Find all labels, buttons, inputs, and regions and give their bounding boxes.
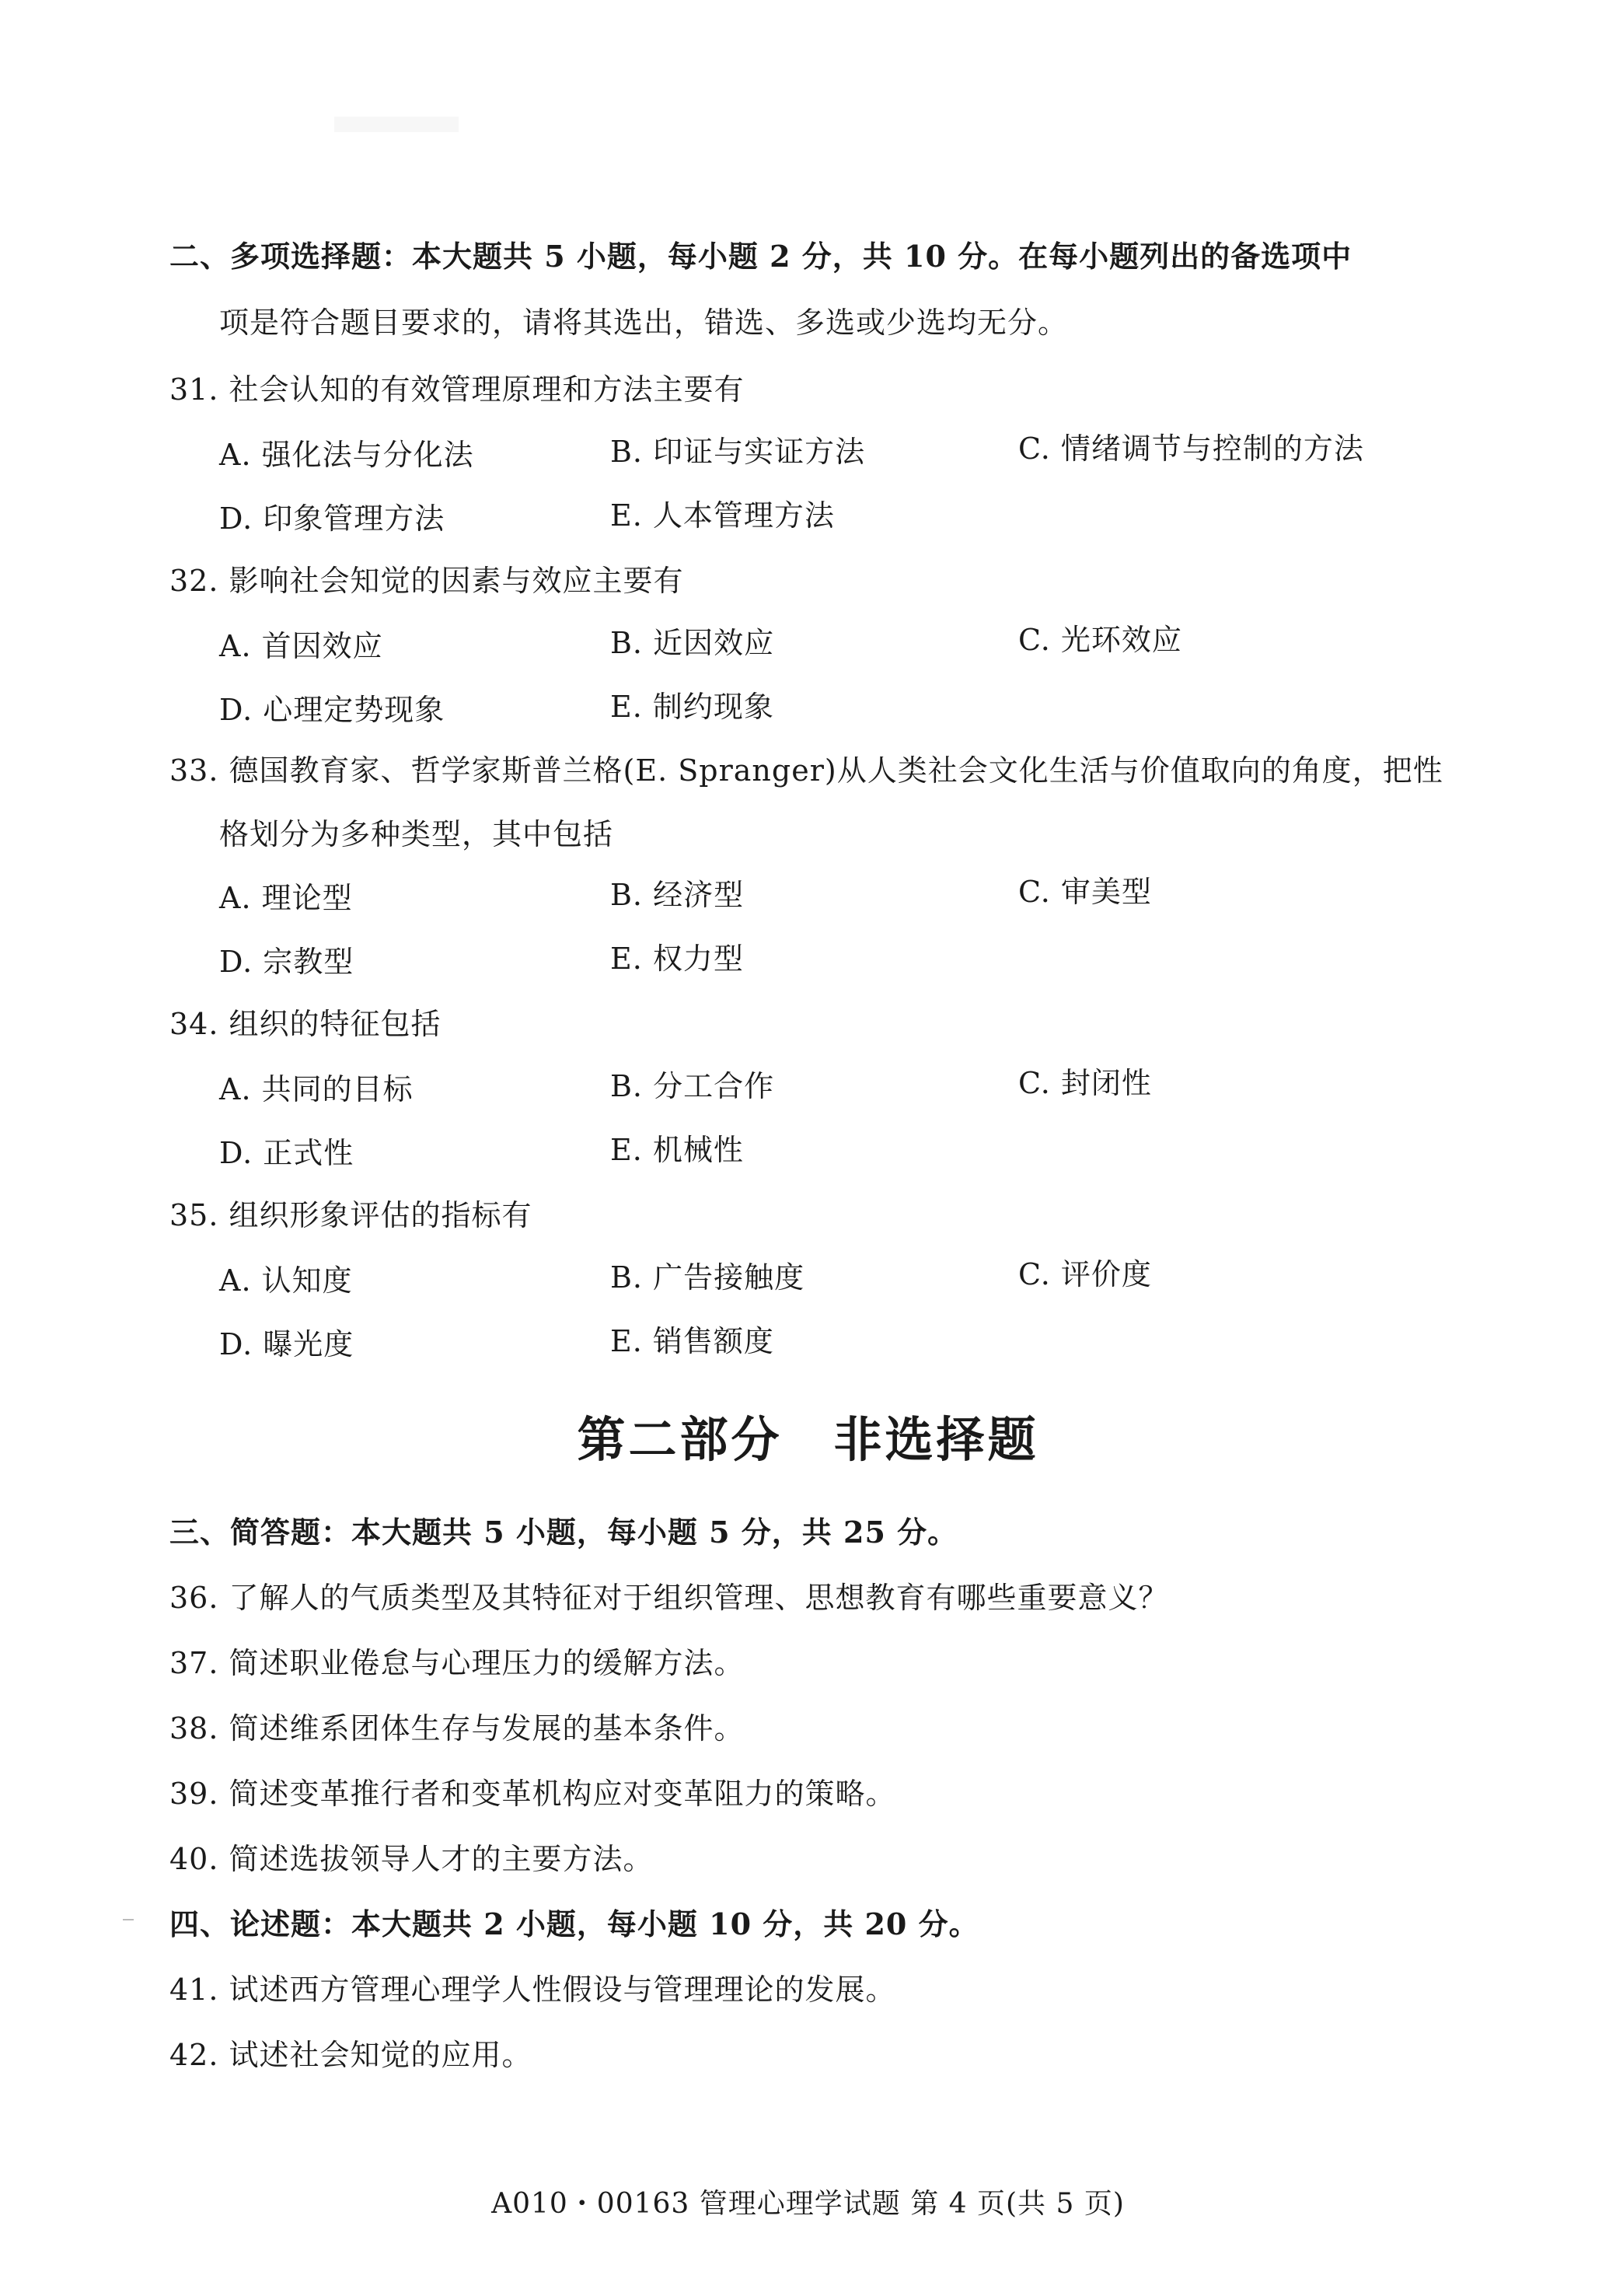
q31-option-a: A. 强化法与分化法 [219,438,474,472]
q32-option-e: E. 制约现象 [610,690,774,724]
q34-option-e: E. 机械性 [610,1133,744,1167]
margin-mark [123,1919,134,1920]
question-33-stem-line2: 格划分为多种类型，其中包括 [219,817,614,851]
q34-option-b: B. 分工合作 [610,1069,775,1103]
part2-title: 第二部分 非选择题 [577,1411,1039,1468]
question-35-stem: 35. 组织形象评估的指标有 [169,1198,532,1232]
question-37: 37. 简述职业倦怠与心理压力的缓解方法。 [169,1646,745,1680]
q32-option-d: D. 心理定势现象 [219,693,445,727]
q34-option-c: C. 封闭性 [1018,1066,1152,1100]
q31-option-e: E. 人本管理方法 [610,498,835,533]
q35-option-e: E. 销售额度 [610,1324,774,1358]
q32-option-b: B. 近因效应 [610,626,775,660]
section3-heading: 三、简答题：本大题共 5 小题，每小题 5 分，共 25 分。 [169,1515,958,1550]
q35-option-a: A. 认知度 [219,1263,353,1298]
q31-option-b: B. 印证与实证方法 [610,435,866,469]
q32-option-c: C. 光环效应 [1018,623,1182,657]
q33-option-b: B. 经济型 [610,878,745,912]
question-41: 41. 试述西方管理心理学人性假设与管理理论的发展。 [169,1973,896,2007]
q34-option-d: D. 正式性 [219,1136,354,1170]
q32-option-a: A. 首因效应 [219,629,383,663]
scan-smudge [334,117,459,132]
question-34-stem: 34. 组织的特征包括 [169,1007,442,1041]
section2-heading-line2: 项是符合题目要求的，请将其选出，错选、多选或少选均无分。 [219,306,1069,340]
q35-option-d: D. 曝光度 [219,1327,354,1361]
question-33-stem: 33. 德国教育家、哲学家斯普兰格(E. Spranger)从人类社会文化生活与价值取向的角度，把性 [169,753,1443,788]
q33-option-d: D. 宗教型 [219,945,354,979]
q33-option-c: C. 审美型 [1018,875,1152,909]
question-38: 38. 简述维系团体生存与发展的基本条件。 [169,1711,745,1746]
question-32-stem: 32. 影响社会知觉的因素与效应主要有 [169,564,684,598]
q33-option-a: A. 理论型 [219,881,353,915]
q31-option-c: C. 情绪调节与控制的方法 [1018,432,1364,466]
q31-option-d: D. 印象管理方法 [219,501,445,536]
section2-heading-line1: 二、多项选择题：本大题共 5 小题，每小题 2 分，共 10 分。在每小题列出的备选项中 [169,239,1352,274]
q34-option-a: A. 共同的目标 [219,1072,414,1106]
q35-option-c: C. 评价度 [1018,1257,1152,1291]
question-36: 36. 了解人的气质类型及其特征对于组织管理、思想教育有哪些重要意义？ [169,1581,1169,1615]
question-39: 39. 简述变革推行者和变革机构应对变革阻力的策略。 [169,1777,896,1811]
q35-option-b: B. 广告接触度 [610,1260,805,1295]
question-40: 40. 简述选拔领导人才的主要方法。 [169,1842,654,1876]
q33-option-e: E. 权力型 [610,942,744,976]
question-31-stem: 31. 社会认知的有效管理原理和方法主要有 [169,372,745,407]
page-footer: A010・00163 管理心理学试题 第 4 页(共 5 页) [491,2188,1125,2220]
section4-heading: 四、论述题：本大题共 2 小题，每小题 10 分，共 20 分。 [169,1906,979,1941]
question-42: 42. 试述社会知觉的应用。 [169,2038,532,2072]
